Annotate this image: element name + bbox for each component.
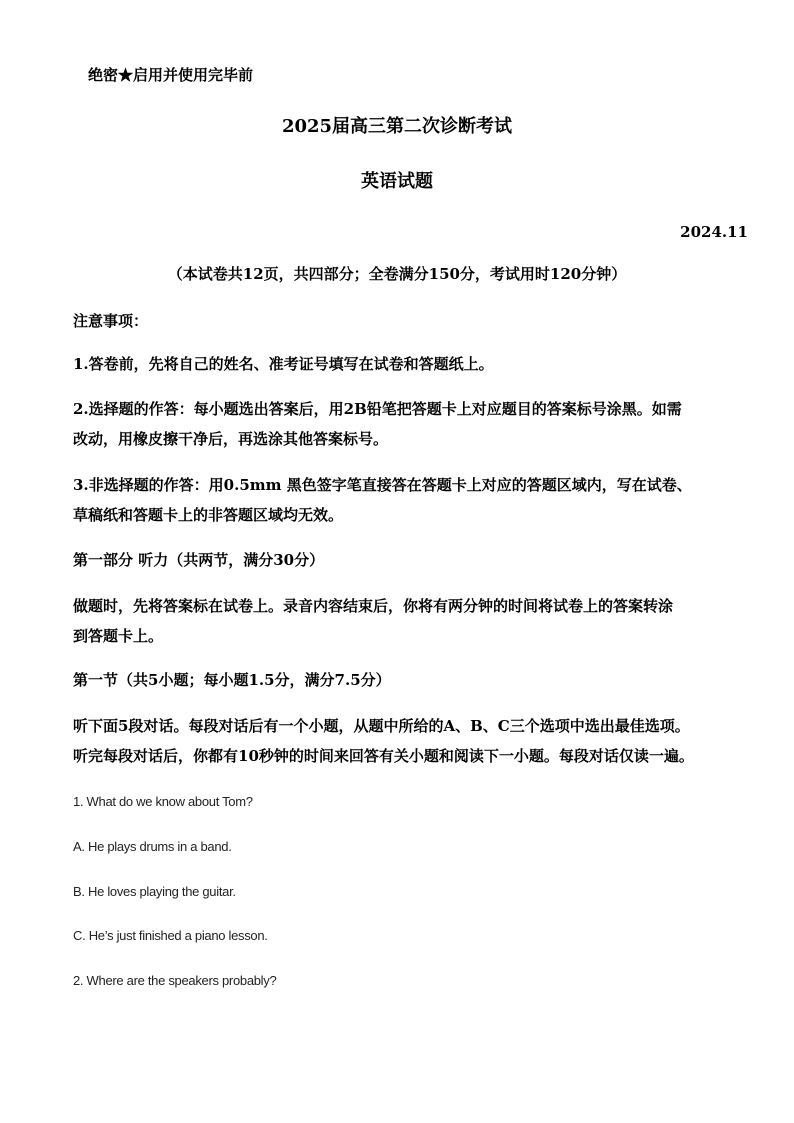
confidential-label: 绝密★启用并使用完毕前 — [88, 66, 254, 84]
section-1-instruction-line-2: 听完每段对话后，你都有10秒钟的时间来回答有关小题和阅读下一小题。每段对话仅读一遍。 — [73, 747, 694, 765]
section-1-heading: 第一节（共5小题；每小题1.5分，满分7.5分） — [73, 671, 391, 689]
part-1-instruction-line-1: 做题时，先将答案标在试卷上。录音内容结束后，你将有两分钟的时间将试卷上的答案转涂 — [73, 597, 674, 615]
subject-title: 英语试题 — [361, 171, 433, 192]
notice-item-2-line-2: 改动，用橡皮擦干净后，再选涂其他答案标号。 — [73, 430, 389, 448]
notice-item-2-line-1: 2.选择题的作答：每小题选出答案后，用2B铅笔把答题卡上对应题目的答案标号涂黑。如需 — [73, 400, 682, 418]
part-1-heading: 第一部分 听力（共两节，满分30分） — [73, 551, 325, 569]
section-1-instruction-line-1: 听下面5段对话。每段对话后有一个小题，从题中所给的A、B、C三个选项中选出最佳选项。 — [73, 717, 690, 735]
question-2-stem: 2. Where are the speakers probably? — [73, 973, 277, 988]
notice-heading: 注意事项： — [73, 312, 149, 330]
notice-item-3-line-1: 3.非选择题的作答：用0.5mm 黑色签字笔直接答在答题卡上对应的答题区域内，写在试卷、 — [73, 476, 692, 494]
question-1-option-c: C. He’s just finished a piano lesson. — [73, 928, 268, 943]
notice-item-1: 1.答卷前，先将自己的姓名、准考证号填写在试卷和答题纸上。 — [73, 355, 494, 373]
exam-info: （本试卷共12页，共四部分；全卷满分150分，考试用时120分钟） — [167, 265, 627, 283]
question-1-stem: 1. What do we know about Tom? — [73, 794, 253, 809]
part-1-instruction-line-2: 到答题卡上。 — [73, 627, 164, 645]
exam-date: 2024.11 — [680, 223, 748, 241]
question-1-option-a: A. He plays drums in a band. — [73, 839, 232, 854]
exam-title: 2025届高三第二次诊断考试 — [281, 116, 513, 137]
notice-item-3-line-2: 草稿纸和答题卡上的非答题区域均无效。 — [73, 506, 344, 524]
question-1-option-b: B. He loves playing the guitar. — [73, 884, 236, 899]
